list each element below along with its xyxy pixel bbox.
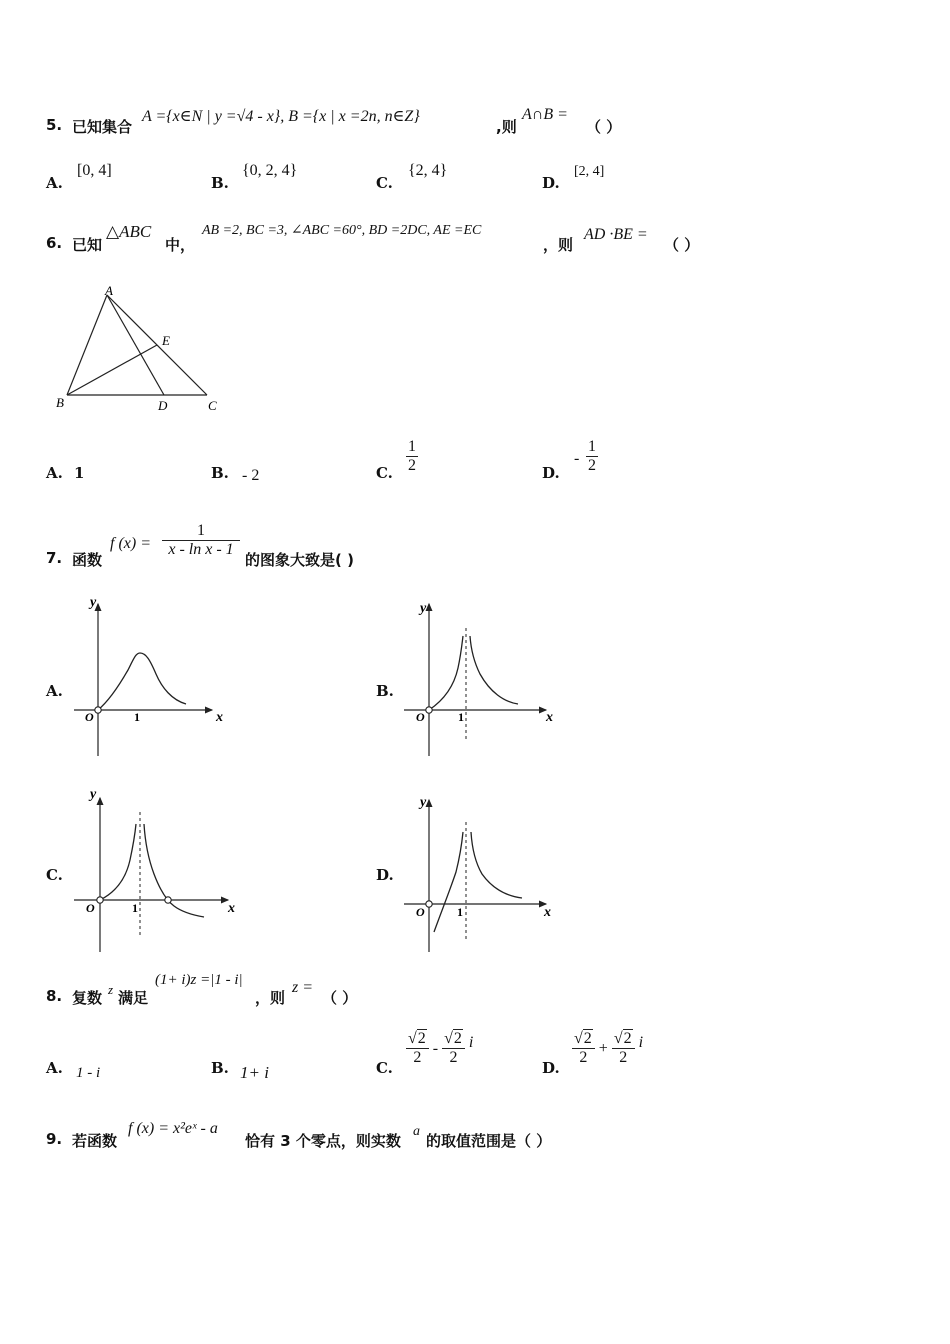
q8-option-c-den-2: 2 [449,1049,458,1066]
graph-d-y-label: y [420,795,427,810]
vertex-c-label: C [208,398,217,413]
graph-c-origin-label: O [86,901,95,915]
q7-number: 7. [46,549,63,567]
q8-mid2: ，则 [255,989,286,1007]
q5-option-c-letter: C. [376,174,393,192]
q8-var: z [108,982,114,997]
q5-option-a-letter: A. [46,174,63,192]
q8-mid1: 满足 [118,989,149,1007]
graph-a-one-label: 1 [134,710,140,724]
graph-c [70,782,240,956]
point-d-label: D [158,398,168,413]
q8-option-c-expression [406,1030,473,1067]
q8-option-c-tail: i [468,1033,474,1051]
q8-option-c-op: - [432,1039,439,1057]
q8-option-c-frac-1: $\frac{√2}{2}$ [406,1030,429,1067]
q6-mid1: 中， [165,236,196,254]
q5-option-b-letter: B. [211,174,229,192]
graph-b [400,596,560,760]
q7-option-b-letter: B. [376,682,394,700]
q8-option-c-den-1: 2 [413,1049,422,1066]
q5-option-b-value: {0, 2, 4} [242,162,298,179]
q9-mid: 恰有 3 个零点，则实数 [245,1132,401,1150]
q6-option-b-letter: B. [211,464,229,482]
q6-prefix: 已知 [72,236,103,254]
q5-set-expression: A ={x∈N | y =√4 - x}, B ={x | x =2n, n∈Z} [142,108,420,125]
q5-ask: A∩B = [522,106,568,123]
q6-conditions: AB =2, BC =3, ∠ABC =60°, BD =2DC, AE =EC [202,223,482,238]
q6-option-d-letter: D. [542,464,560,482]
graph-c-y-label: y [90,787,97,802]
q8-option-a-value: 1 - i [76,1065,101,1081]
q5-option-d-value: [2, 4] [574,164,605,179]
q7-prefix: 函数 [72,551,103,569]
graph-a [70,596,230,760]
q8-option-d-expression [572,1030,643,1067]
q7-option-a-letter: A. [46,682,63,700]
graph-a-x-label: x [216,710,223,725]
graph-d-origin-label: O [416,905,425,919]
q9-number: 9. [46,1130,63,1148]
q8-option-b-letter: B. [211,1059,229,1077]
q5-option-d-letter: D. [542,174,560,192]
q6-option-c-den: 2 [408,457,416,474]
q6-option-a-value: 1 [74,464,85,482]
q7-option-d-letter: D. [376,866,394,884]
q6-triangle: △ABC [106,222,152,241]
q6-option-d-num: 1 [588,438,596,455]
q8-option-d-letter: D. [542,1059,560,1077]
q8-option-c-radicand-2: 2 [453,1030,462,1047]
q8-prefix: 复数 [72,989,103,1007]
graph-d-one-label: 1 [457,905,463,919]
q8-option-d-op: + [598,1039,608,1057]
q8-ask: z = [292,979,314,996]
q7-func-fraction [162,522,240,559]
q5-mid: ,则 [496,118,517,136]
q8-paren: （ ） [322,989,358,1007]
vertex-b-label: B [56,395,64,410]
q8-option-a-letter: A. [46,1059,63,1077]
graph-c-one-label: 1 [132,901,138,915]
q8-option-d-radicand-2: 2 [623,1030,632,1047]
q9-var: a [413,1124,420,1139]
graph-a-y-label: y [90,596,97,610]
graph-c-x-label: x [228,901,235,916]
q9-prefix: 若函数 [72,1132,118,1150]
q8-option-d-frac-2: $\frac{√2}{2}$ [612,1030,635,1067]
q5-prefix: 已知集合 [72,118,133,136]
q5-number: 5. [46,116,63,134]
graph-d [400,790,560,956]
q6-option-d-fraction [586,438,598,475]
q6-option-b-value: - 2 [242,467,260,484]
q8-option-b-value: 1+ i [240,1063,269,1082]
q6-mid2: ，则 [543,236,574,254]
q7-option-c-letter: C. [46,866,63,884]
q8-option-c-letter: C. [376,1059,393,1077]
q6-ask: AD ·BE = [584,226,648,243]
q8-option-c-radicand-1: 2 [417,1030,426,1047]
q8-option-d-frac-1: $\frac{√2}{2}$ [572,1030,595,1067]
graph-d-x-label: x [544,905,551,920]
q9-func: f (x) = x²eˣ - a [128,1120,218,1137]
q5-option-c-value: {2, 4} [408,162,448,179]
q5-paren: （ ） [586,118,622,136]
graph-b-one-label: 1 [458,710,464,724]
q8-option-d-den-2: 2 [619,1049,628,1066]
q6-option-d-den: 2 [588,457,596,474]
q7-func-lhs: f (x) = [110,535,151,552]
q7-func-num: 1 [162,522,240,541]
q8-option-d-radicand-1: 2 [583,1030,592,1047]
q8-number: 8. [46,987,63,1005]
q6-paren: （ ） [664,236,700,254]
q6-option-c-letter: C. [376,464,393,482]
q8-option-d-den-1: 2 [579,1049,588,1066]
q6-option-a-letter: A. [46,464,63,482]
q9-suffix: 的取值范围是（ ） [426,1132,552,1150]
q8-option-d-tail: i [638,1033,644,1051]
graph-b-x-label: x [546,710,553,725]
q7-suffix: 的图象大致是( ) [245,551,354,569]
triangle-figure [50,282,230,416]
q6-option-c-fraction [406,438,418,475]
vertex-a-label: A [105,283,113,298]
point-e-label: E [162,333,170,348]
q8-condition: (1+ i)z =|1 - i| [155,972,243,988]
graph-a-origin-label: O [85,710,94,724]
q6-number: 6. [46,234,63,252]
q6-option-d-sign: - [574,450,580,467]
graph-b-y-label: y [420,601,427,616]
q5-option-a-value: [0, 4] [77,162,112,179]
q8-option-c-frac-2: $\frac{√2}{2}$ [442,1030,465,1067]
graph-b-origin-label: O [416,710,425,724]
q6-option-c-num: 1 [408,438,416,455]
q7-func-den: x - ln x - 1 [168,541,234,558]
